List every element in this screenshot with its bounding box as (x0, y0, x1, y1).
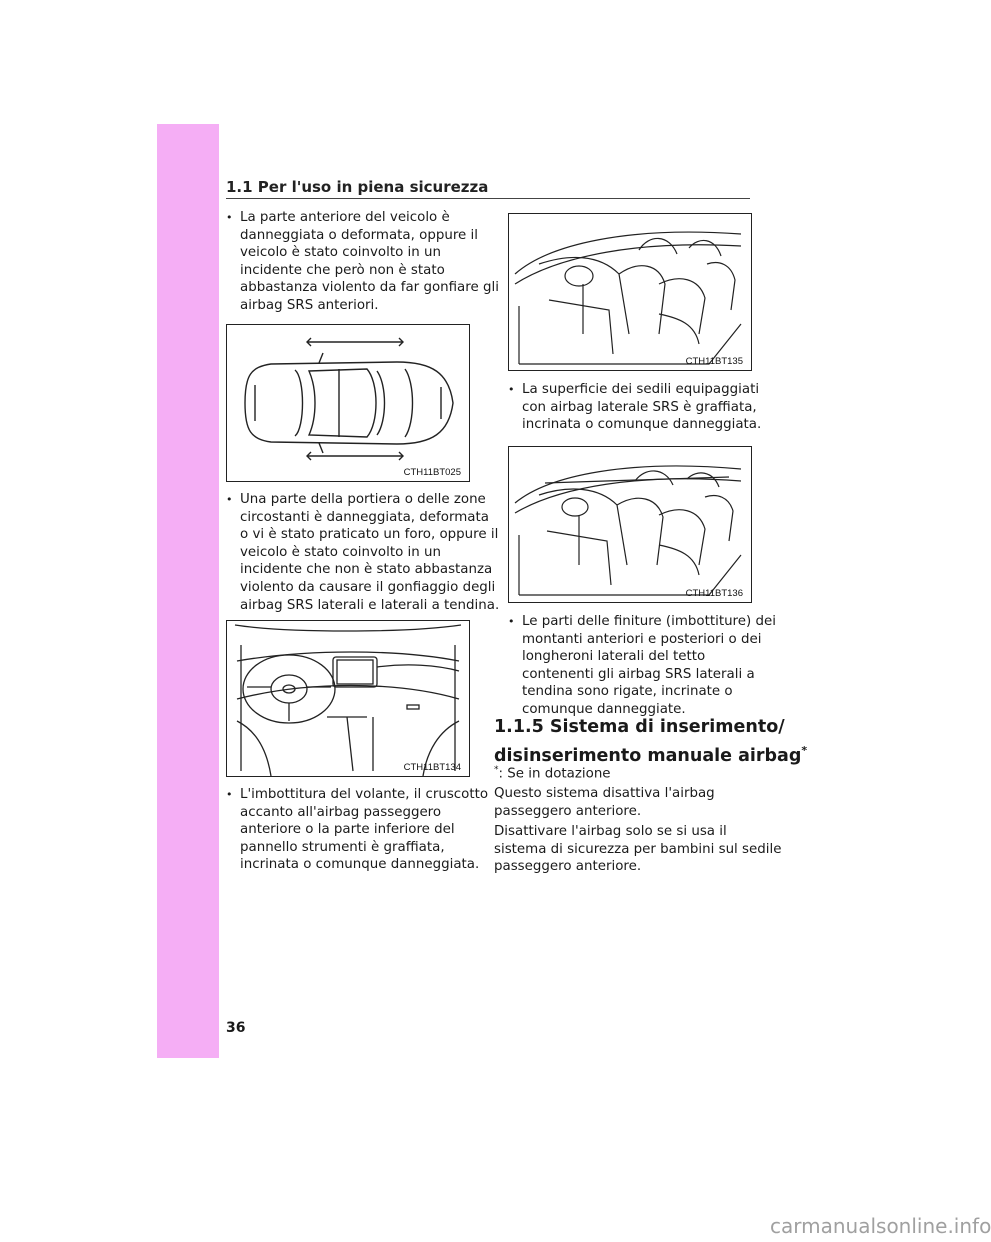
dashboard-illustration (227, 621, 469, 776)
figure-curtain-airbag-interior (508, 446, 752, 603)
page-header: 1.1 Per l'uso in piena sicurezza (226, 178, 489, 196)
paragraph-usage-instruction: Disattivare l'airbag solo se si usa il sistema di sicurezza per bambini sul sedile passeggero anteriore. (494, 824, 782, 875)
car-interior-illustration (509, 214, 751, 370)
figure-caption: CTH11BT135 (685, 356, 743, 367)
bullet-pillar-trim-damage: • Le parti delle finiture (imbottiture) dei montanti anteriori e posteriori o dei longheroni laterali del tetto contenenti gli airbag SRS laterali a tendina sono rigate, incrinate o comunque danneggiate. (508, 613, 776, 719)
bullet-steering-wheel-damage: • L'imbottitura del volante, il cruscotto accanto all'airbag passeggero anteriore o la parte inferiore del pannello strumenti è graffiata, incrinata o comunque danneggiata. (226, 786, 488, 874)
watermark: carmanualsonline.info (770, 1214, 991, 1238)
car-top-view-illustration (227, 325, 469, 481)
bullet-seat-damage: • La superficie dei sedili equipaggiati con airbag laterale SRS è graffiata, incrinata o comunque danneggiata. (508, 381, 761, 434)
paragraph-system-description: Questo sistema disattiva l'airbag passeggero anteriore. (494, 786, 715, 819)
figure-seat-airbag-interior (508, 213, 752, 371)
figure-car-top-view (226, 324, 470, 482)
section-title: 1.1.5 Sistema di inserimento/ disinserimento manuale airbag* (494, 717, 808, 766)
car-interior-illustration (509, 447, 751, 602)
bullet-door-damage: • Una parte della portiera o delle zone circostanti è danneggiata, deformata o vi è stato praticato un foro, oppure il veicolo è stato coinvolto in un incidente che non è stato abbastanza violento da causare il gonfiaggio degli airbag SRS laterali e laterali a tendina. (226, 491, 499, 614)
section-color-tab (157, 124, 219, 1058)
figure-caption: CTH11BT136 (685, 588, 743, 599)
footnote-optional: *: Se in dotazione (494, 765, 611, 782)
header-rule (226, 198, 750, 199)
figure-dashboard (226, 620, 470, 777)
page-number: 36 (226, 1020, 246, 1036)
figure-caption: CTH11BT025 (403, 467, 461, 478)
figure-caption: CTH11BT134 (403, 762, 461, 773)
bullet-front-damage: • La parte anteriore del veicolo è danneggiata o deformata, oppure il veicolo è stato coinvolto in un incidente che però non è stato abbastanza violento da far gonfiare gli airbag SRS anteriori. (226, 209, 499, 315)
